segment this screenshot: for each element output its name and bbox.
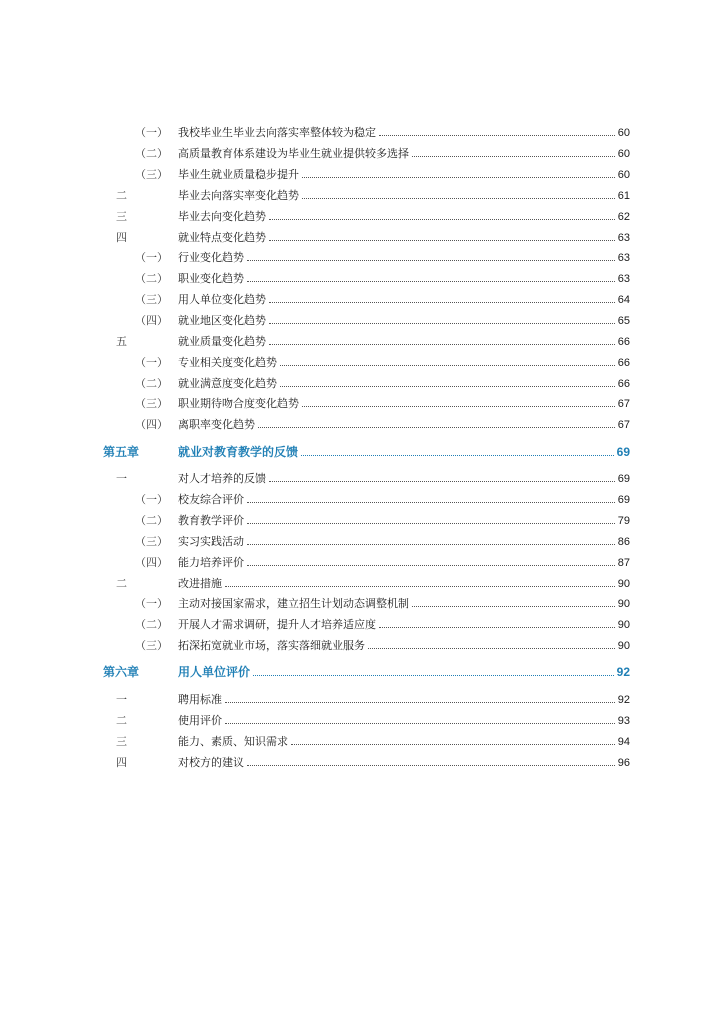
toc-entry-page-number: 94 (617, 736, 630, 748)
toc-entry-title: 主动对接国家需求，建立招生计划动态调整机制 (178, 597, 409, 610)
toc-entry-title: 改进措施 (178, 577, 222, 590)
toc-dot-leader (225, 723, 615, 724)
toc-entry-page-number: 62 (617, 211, 630, 223)
toc-entry-page-number: 66 (617, 357, 630, 369)
toc-entry[interactable] (0, 733, 724, 751)
toc-dot-leader (280, 386, 615, 387)
toc-entry[interactable] (0, 712, 724, 730)
toc-entry-page-number: 92 (616, 665, 630, 679)
toc-entry-number: （二） (135, 377, 168, 390)
toc-dot-leader (258, 427, 615, 428)
toc-entry-title: 离职率变化趋势 (178, 418, 255, 431)
toc-entry-title: 就业地区变化趋势 (178, 314, 266, 327)
toc-entry-title: 职业期待吻合度变化趋势 (178, 397, 299, 410)
toc-entry-title: 毕业去向变化趋势 (178, 210, 266, 223)
toc-entry[interactable] (0, 187, 724, 205)
toc-entry-title: 行业变化趋势 (178, 251, 244, 264)
toc-entry-page-number: 60 (617, 169, 630, 181)
toc-entry-number: 二 (116, 189, 127, 202)
toc-entry-number: （一） (135, 356, 168, 369)
toc-entry-title: 开展人才需求调研，提升人才培养适应度 (178, 618, 376, 631)
toc-entry-number: （四） (135, 314, 168, 327)
toc-entry-page-number: 86 (617, 536, 630, 548)
toc-entry-number: 二 (116, 577, 127, 590)
toc-entry-page-number: 64 (617, 294, 630, 306)
toc-entry[interactable] (0, 124, 724, 142)
toc-dot-leader (247, 544, 615, 545)
toc-entry-number: （一） (135, 597, 168, 610)
toc-dot-leader (225, 702, 615, 703)
toc-entry-number: 三 (116, 210, 127, 223)
toc-entry-title: 教育教学评价 (178, 514, 244, 527)
toc-entry-title: 使用评价 (178, 714, 222, 727)
toc-entry[interactable] (0, 291, 724, 309)
toc-dot-leader (247, 565, 615, 566)
toc-entry-title: 高质量教育体系建设为毕业生就业提供较多选择 (178, 147, 409, 160)
toc-entry-page-number: 92 (617, 694, 630, 706)
toc-entry[interactable] (0, 375, 724, 393)
toc-dot-leader (301, 455, 614, 456)
toc-entry-title: 就业特点变化趋势 (178, 231, 266, 244)
toc-entry[interactable] (0, 637, 724, 655)
toc-entry-title: 聘用标准 (178, 693, 222, 706)
toc-entry-number: （三） (135, 397, 168, 410)
toc-dot-leader (247, 281, 615, 282)
toc-entry[interactable] (0, 491, 724, 509)
toc-chapter-entry[interactable] (0, 663, 724, 681)
toc-entry-number: 一 (116, 472, 127, 485)
toc-dot-leader (247, 765, 615, 766)
toc-entry-number: 第五章 (103, 445, 140, 459)
toc-entry-page-number: 61 (617, 190, 630, 202)
toc-entry-number: （三） (135, 168, 168, 181)
toc-entry-page-number: 65 (617, 315, 630, 327)
toc-dot-leader (247, 260, 615, 261)
toc-entry-title: 就业对教育教学的反馈 (178, 445, 299, 459)
toc-entry[interactable] (0, 312, 724, 330)
toc-entry-number: 四 (116, 756, 127, 769)
toc-entry-number: （一） (135, 126, 168, 139)
toc-entry-page-number: 63 (617, 232, 630, 244)
toc-dot-leader (269, 344, 615, 345)
toc-entry-title: 能力培养评价 (178, 556, 244, 569)
toc-entry-page-number: 66 (617, 378, 630, 390)
toc-entry-number: （二） (135, 272, 168, 285)
toc-entry-number: 第六章 (103, 665, 140, 679)
toc-entry-page-number: 60 (617, 127, 630, 139)
toc-entry-number: （四） (135, 556, 168, 569)
toc-entry-page-number: 66 (617, 336, 630, 348)
toc-entry[interactable] (0, 512, 724, 530)
toc-dot-leader (291, 744, 615, 745)
toc-entry-title: 能力、素质、知识需求 (178, 735, 288, 748)
toc-entry[interactable] (0, 754, 724, 772)
toc-entry-page-number: 69 (617, 473, 630, 485)
toc-dot-leader (280, 365, 615, 366)
toc-dot-leader (379, 627, 615, 628)
toc-entry[interactable] (0, 554, 724, 572)
toc-entry-page-number: 67 (617, 398, 630, 410)
toc-entry[interactable] (0, 533, 724, 551)
toc-entry-page-number: 67 (617, 419, 630, 431)
toc-entry-page-number: 60 (617, 148, 630, 160)
toc-entry[interactable] (0, 270, 724, 288)
toc-entry-number: 二 (116, 714, 127, 727)
toc-entry[interactable] (0, 166, 724, 184)
toc-entry-page-number: 90 (617, 578, 630, 590)
toc-dot-leader (412, 606, 615, 607)
toc-entry-title: 实习实践活动 (178, 535, 244, 548)
toc-entry-title: 我校毕业生毕业去向落实率整体较为稳定 (178, 126, 376, 139)
toc-entry-title: 用人单位变化趋势 (178, 293, 266, 306)
toc-entry[interactable] (0, 691, 724, 709)
toc-entry-title: 对校方的建议 (178, 756, 244, 769)
toc-dot-leader (269, 323, 615, 324)
toc-dot-leader (269, 302, 615, 303)
toc-entry-number: 三 (116, 735, 127, 748)
toc-entry-number: （一） (135, 493, 168, 506)
toc-entry-number: （一） (135, 251, 168, 264)
toc-entry[interactable] (0, 470, 724, 488)
toc-entry-title: 就业质量变化趋势 (178, 335, 266, 348)
toc-entry[interactable] (0, 395, 724, 413)
toc-entry[interactable] (0, 229, 724, 247)
toc-entry-title: 毕业生就业质量稳步提升 (178, 168, 299, 181)
toc-entry-title: 就业满意度变化趋势 (178, 377, 277, 390)
toc-dot-leader (379, 135, 615, 136)
toc-entry-page-number: 87 (617, 557, 630, 569)
toc-entry-page-number: 90 (617, 640, 630, 652)
toc-entry-page-number: 90 (617, 619, 630, 631)
toc-dot-leader (302, 406, 615, 407)
toc-entry-title: 职业变化趋势 (178, 272, 244, 285)
toc-entry-page-number: 79 (617, 515, 630, 527)
toc-entry-number: （三） (135, 639, 168, 652)
toc-entry[interactable] (0, 249, 724, 267)
toc-entry-title: 拓深拓宽就业市场，落实落细就业服务 (178, 639, 365, 652)
toc-entry[interactable] (0, 616, 724, 634)
toc-entry-page-number: 93 (617, 715, 630, 727)
toc-dot-leader (368, 648, 615, 649)
toc-entry[interactable] (0, 145, 724, 163)
toc-entry-title: 校友综合评价 (178, 493, 244, 506)
toc-dot-leader (269, 219, 615, 220)
toc-entry-number: 五 (116, 335, 127, 348)
toc-entry-page-number: 69 (616, 445, 630, 459)
toc-dot-leader (302, 198, 615, 199)
toc-entry-number: （二） (135, 514, 168, 527)
toc-entry-number: （二） (135, 147, 168, 160)
toc-entry-number: （三） (135, 293, 168, 306)
toc-entry-page-number: 69 (617, 494, 630, 506)
toc-entry[interactable] (0, 208, 724, 226)
toc-dot-leader (247, 502, 615, 503)
toc-entry-number: （三） (135, 535, 168, 548)
toc-dot-leader (269, 481, 615, 482)
toc-dot-leader (225, 586, 615, 587)
toc-entry-page-number: 63 (617, 273, 630, 285)
toc-chapter-entry[interactable] (0, 443, 724, 461)
toc-entry[interactable] (0, 416, 724, 434)
toc-entry-title: 毕业去向落实率变化趋势 (178, 189, 299, 202)
toc-dot-leader (302, 177, 615, 178)
toc-dot-leader (253, 675, 614, 676)
toc-entry-number: （二） (135, 618, 168, 631)
toc-entry[interactable] (0, 595, 724, 613)
toc-entry-title: 用人单位评价 (178, 665, 251, 679)
toc-dot-leader (247, 523, 615, 524)
toc-entry-title: 专业相关度变化趋势 (178, 356, 277, 369)
toc-entry-title: 对人才培养的反馈 (178, 472, 266, 485)
toc-entry-number: 一 (116, 693, 127, 706)
toc-entry[interactable] (0, 354, 724, 372)
toc-entry[interactable] (0, 333, 724, 351)
toc-entry-page-number: 63 (617, 252, 630, 264)
toc-entry-page-number: 90 (617, 598, 630, 610)
toc-dot-leader (412, 156, 615, 157)
toc-entry[interactable] (0, 575, 724, 593)
toc-entry-number: （四） (135, 418, 168, 431)
toc-entry-page-number: 96 (617, 757, 630, 769)
toc-dot-leader (269, 240, 615, 241)
toc-entry-number: 四 (116, 231, 127, 244)
